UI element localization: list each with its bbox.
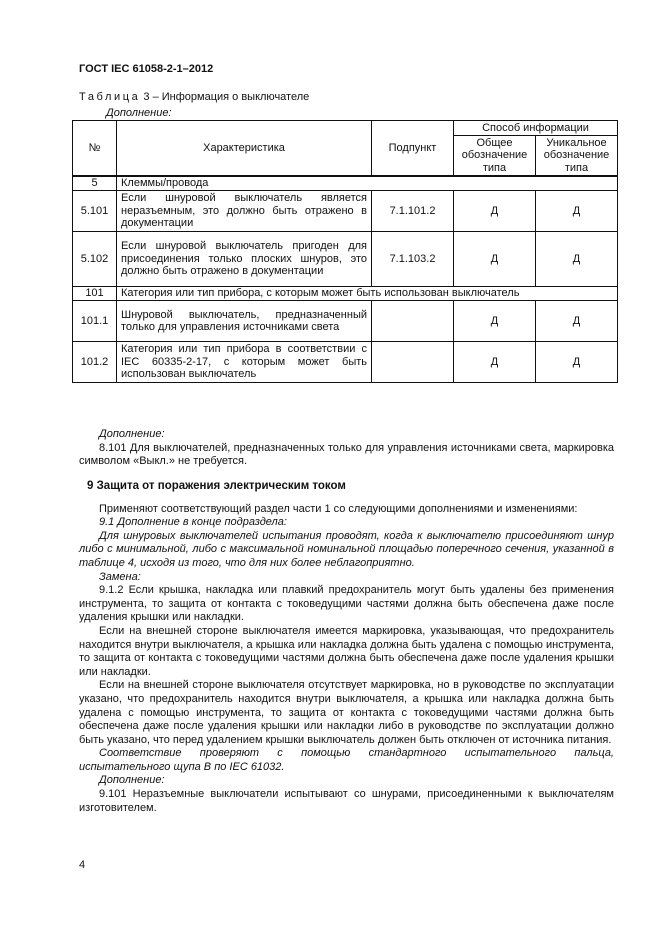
table-caption-word: Таблица: [79, 91, 141, 103]
section-title: Категория или тип прибора, с которым может быть использован выключатель: [117, 287, 618, 301]
row-characteristic: Если шнуровой выключатель пригоден для присоединения только плоских шнуров, это должно быть отражено в документации: [117, 232, 372, 287]
clause-9-1-text: Для шнуровых выключателей испытания проводят, когда к выключателю присоединяют шнур либо с минимальной, либо с максимальной номинальной площадью поперечного сечения, указанной в таблице 4, исходя из того, что для них более неблагоприятно.: [79, 529, 614, 569]
paragraph-marking-inside: Если на внешней стороне выключателя имеется маркировка, указывающая, что предохранитель находится внутри выключателя, а крышка или накладка должна быть удалена с помощью инструмента, то защита от контакта с токоведущими частями должна быть обеспечена даже после удаления крышки или накладки.: [79, 624, 614, 678]
section-9-title: 9 Защита от поражения электрическим током: [87, 480, 346, 492]
paragraph-no-marking: Если на внешней стороне выключателя отсутствует маркировка, но в руководстве по эксплуатации указано, что предохранитель находится внутри выключателя, а крышка или накладка должна быть удалена с помощью инструмента, то защита от контакта с токоведущими частями должна быть обеспечена даже после удаления крышки или накладки либо в руководстве по эксплуатации должно быть указано, что перед удалением крышки выключатель должен быть отключен от источника питания.: [79, 679, 614, 746]
table-row: [73, 342, 618, 383]
row-subclause: 7.1.103.2: [372, 232, 454, 287]
clause-9-101: 9.101 Неразъемные выключатели испытывают со шнурами, присоединенными к выключателям изготовителем.: [79, 788, 614, 814]
supplement-label-2: Дополнение:: [99, 774, 165, 787]
clause-9-1-2: 9.1.2 Если крышка, накладка или плавкий предохранитель могут быть удалены без применения инструмента, то защита от контакта с токоведущими частями должна быть обеспечена даже после удаления крышки или накладки.: [79, 584, 614, 624]
table-row: [73, 232, 618, 287]
section-9-block: [79, 480, 614, 815]
col-header-general-designation: Общее обозначение типа: [454, 136, 536, 177]
row-number: 5.102: [73, 232, 117, 287]
row-unique: Д: [536, 342, 618, 383]
col-header-number: №: [73, 121, 117, 177]
row-unique: Д: [536, 191, 618, 232]
row-characteristic: Категория или тип прибора в соответствии с IEC 60335-2-17, с которым может быть использован выключатель: [117, 342, 372, 383]
page-number: 4: [79, 859, 86, 871]
row-subclause: 7.1.101.2: [372, 191, 454, 232]
row-unique: Д: [536, 232, 618, 287]
switch-information-table: [72, 120, 618, 383]
table-row: [73, 176, 618, 191]
table-caption-title: 3 – Информация о выключателе: [143, 91, 310, 103]
table-notes-block: [79, 428, 614, 469]
table-caption: [79, 91, 309, 103]
col-header-characteristic: Характеристика: [117, 121, 372, 177]
clause-9-1-heading: 9.1 Дополнение в конце подраздела:: [99, 516, 287, 529]
section-9-intro: Применяют соответствующий раздел части 1 со следующими дополнениями и изменениями:: [99, 502, 578, 515]
col-header-unique-designation: Уникальное обозначение типа: [536, 136, 618, 177]
table-row: [73, 191, 618, 232]
row-number: 101.1: [73, 301, 117, 342]
col-header-subclause: Подпункт: [372, 121, 454, 177]
document-code-header: ГОСТ IEC 61058-2-1–2012: [79, 63, 214, 75]
row-general: Д: [454, 342, 536, 383]
row-characteristic: Если шнуровой выключатель является неразъемным, это должно быть отражено в документации: [117, 191, 372, 232]
row-general: Д: [454, 191, 536, 232]
table-row: [73, 287, 618, 301]
row-unique: Д: [536, 301, 618, 342]
section-title: Клеммы/провода: [117, 176, 618, 191]
paragraph-8-101: 8.101 Для выключателей, предназначенных только для управления источниками света, маркировка символом «Выкл.» не требуется.: [79, 441, 614, 468]
row-number: 101: [73, 287, 117, 301]
col-header-info-method: Способ информации: [454, 121, 618, 136]
compliance-check: Соответствие проверяют с помощью стандартного испытательного пальца, испытательного щупа B по IEC 61032.: [79, 747, 614, 773]
row-general: Д: [454, 301, 536, 342]
row-number: 5: [73, 176, 117, 191]
replacement-label: Замена:: [99, 570, 141, 583]
table-row: [73, 301, 618, 342]
row-subclause: [372, 342, 454, 383]
row-number: 101.2: [73, 342, 117, 383]
row-number: 5.101: [73, 191, 117, 232]
row-characteristic: Шнуровой выключатель, предназначенный только для управления источниками света: [117, 301, 372, 342]
supplement-label: Дополнение:: [99, 428, 165, 440]
table-supplement-label: Дополнение:: [106, 107, 172, 119]
row-general: Д: [454, 232, 536, 287]
row-subclause: [372, 301, 454, 342]
